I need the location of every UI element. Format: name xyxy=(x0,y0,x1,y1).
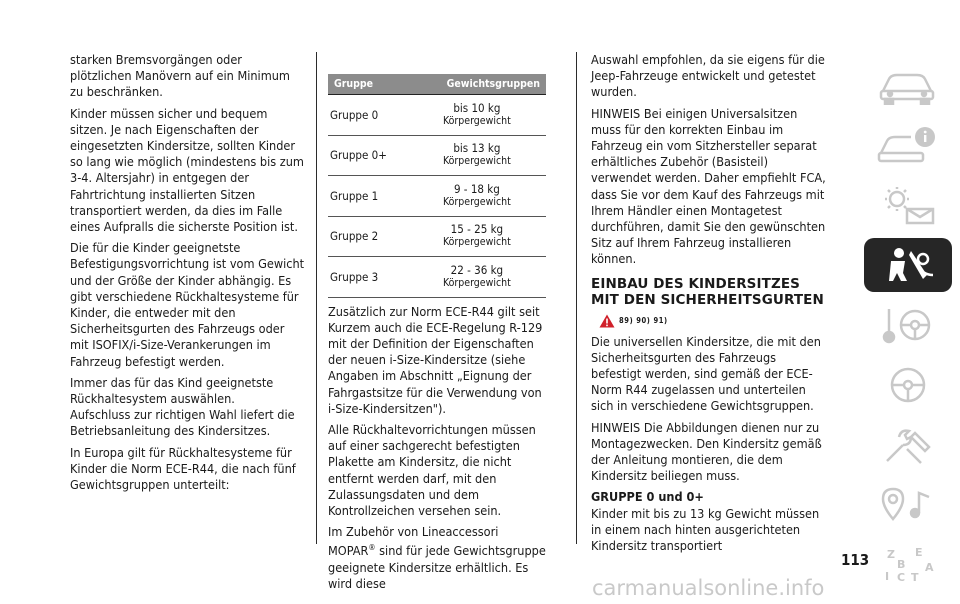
table-header-weight: Gewichtsgruppen xyxy=(408,74,546,95)
paragraph: starken Bremsvorgängen oder plötzlichen Manövern auf ein Minimum zu beschränken. xyxy=(70,52,290,100)
mopar-text: Im Zubehör von Lineaccessori MOPAR xyxy=(328,524,499,559)
car-info-icon xyxy=(877,125,939,165)
column-divider xyxy=(316,52,317,544)
column-3 xyxy=(591,52,827,559)
tab-steering-tools[interactable] xyxy=(864,298,952,352)
car-overview-icon xyxy=(877,65,939,105)
column-1 xyxy=(70,52,306,498)
table-row xyxy=(328,95,546,136)
svg-text:B: B xyxy=(897,558,906,571)
warning-triangle-icon xyxy=(599,314,615,328)
tab-service-tools[interactable] xyxy=(864,418,952,472)
chapter-sidebar xyxy=(864,58,952,598)
group-cell: Gruppe 0 xyxy=(328,95,408,136)
weight-cell xyxy=(408,176,546,217)
paragraph: Alle Rückhaltevorrichtungen müssen auf einer sachgerecht befestigten Plakette am Kindersitz, die nicht entfernt werden darf, mit den Zulassungsdaten und dem Kontrollzeichen versehen sein. xyxy=(328,421,536,518)
warning-refs: 89) 90) 91) xyxy=(619,315,668,325)
weight-cell xyxy=(408,135,546,176)
table-header-group: Gruppe xyxy=(328,74,408,95)
group-cell: Gruppe 2 xyxy=(328,216,408,257)
table-row xyxy=(328,135,546,176)
tab-warning-lights[interactable] xyxy=(864,178,952,232)
warning-reference xyxy=(591,310,827,332)
note-paragraph: HINWEIS Bei einigen Universalsitzen muss für den korrekten Einbau im Fahrzeug ein vom Sitzhersteller separat erhältliches Zubehör (Basisteil) verwendet werden. Daher empfiehlt FCA, dass Sie vor dem Kauf des Fahrzeugs mit Ihrem Händler einen Montagetest durchführen, damit Sie den gewünschten Sitz auf Ihrem Fahrzeug installieren können. xyxy=(591,105,826,267)
tab-steering-wheel[interactable] xyxy=(864,358,952,412)
table-row xyxy=(328,176,546,217)
weight-unit: Körpergewicht xyxy=(442,195,511,208)
section-title: EINBAU DES KINDERSITZES MIT DEN SICHERHEITSGURTEN xyxy=(591,275,824,308)
table-row xyxy=(328,257,546,298)
column-divider xyxy=(576,52,577,544)
paragraph: Aufschluss zur richtigen Wahl liefert die Betriebsanleitung des Kindersitzes. xyxy=(70,407,295,439)
weight-value: 9 - 18 kg xyxy=(453,181,500,196)
weight-unit: Körpergewicht xyxy=(442,114,511,127)
weight-unit: Körpergewicht xyxy=(442,276,511,289)
tab-car-info[interactable] xyxy=(864,118,952,172)
group-cell: Gruppe 3 xyxy=(328,257,408,298)
weight-cell xyxy=(408,257,546,298)
column-2 xyxy=(328,52,546,597)
note-paragraph: HINWEIS Die Abbildungen dienen nur zu Montagezwecken. Den Kindersitz gemäß der Anleitung montieren, die dem Kindersitz beiliegen muss. xyxy=(591,419,822,484)
watermark: carmanualsonline.info xyxy=(592,576,825,600)
weight-cell xyxy=(408,216,546,257)
paragraph: Die für die Kinder geeignetste Befestigungsvorrichtung ist vom Gewicht und der Größe der Kinder abhängig. Es gibt verschiedene Rückhaltesysteme für Kinder, die entweder mit den Sicherheitsgurten des Fahrzeugs oder mit ISOFIX/i-Size-Verankerungen im Fahrzeug befestigt werden. xyxy=(70,240,305,369)
subheading: GRUPPE 0 und 0+ xyxy=(591,489,704,505)
mopar-text-cont: sind für jede Gewichtsgruppe geeignete Kindersitze erhältlich. Es wird diese xyxy=(328,543,546,591)
weight-group-table xyxy=(328,74,546,298)
service-tools-icon xyxy=(877,425,939,465)
tab-multimedia-location[interactable] xyxy=(864,478,952,532)
registered-mark: ® xyxy=(368,543,376,553)
multimedia-location-icon xyxy=(877,485,939,525)
mopar-paragraph xyxy=(328,524,546,592)
weight-value: bis 10 kg xyxy=(453,100,501,115)
svg-text:E: E xyxy=(915,546,923,559)
weight-unit: Körpergewicht xyxy=(442,155,511,168)
alphabetical-index-icon xyxy=(877,545,939,585)
warning-lights-icon xyxy=(877,185,939,225)
weight-value: 22 - 36 kg xyxy=(450,262,504,277)
paragraph: Kinder müssen sicher und bequem sitzen. Je nach Eigenschaften der eingesetzten Kindersitze, sollten Kinder so lang wie möglich (mindestens bis zum 3-4. Altersjahr) in entgegen der Fahrtrichtung installierten Sitzen transportiert werden, da dies im Falle eines Aufpralls die sicherste Position ist. xyxy=(70,105,304,235)
weight-unit: Körpergewicht xyxy=(442,236,511,249)
tab-child-safety[interactable] xyxy=(864,238,952,292)
weight-value: 15 - 25 kg xyxy=(450,222,504,237)
svg-text:A: A xyxy=(925,561,934,574)
svg-text:C: C xyxy=(897,571,906,584)
svg-text:I: I xyxy=(885,570,890,583)
weight-cell xyxy=(408,95,546,136)
paragraph: Kinder mit bis zu 13 kg Gewicht müssen in einem nach hinten ausgerichteten Kindersitz transportiert xyxy=(591,505,820,554)
svg-text:T: T xyxy=(911,571,919,584)
paragraph: Auswahl empfohlen, da sie eigens für die Jeep-Fahrzeuge entwickelt und getestet wurden. xyxy=(591,52,825,100)
paragraph: Immer das für das Kind geeignetste Rückhaltesystem auswählen. xyxy=(70,374,274,407)
child-safety-icon xyxy=(877,245,939,285)
svg-text:Z: Z xyxy=(887,548,895,561)
tab-car-overview[interactable] xyxy=(864,58,952,112)
weight-value: bis 13 kg xyxy=(453,141,501,156)
group-cell: Gruppe 0+ xyxy=(328,135,408,176)
paragraph: Zusätzlich zur Norm ECE-R44 gilt seit Kurzem auch die ECE-Regelung R-129 mit der Definition der Eigenschaften der neuen i-Size-Kindersitze (siehe Angaben im Abschnitt „Eignung der Fahrgastsitze für die Verwendung von i-Size-Kindersitzen"). xyxy=(328,303,543,416)
page-number: 113 xyxy=(841,551,870,569)
paragraph: In Europa gilt für Rückhaltesysteme für Kinder die Norm ECE-R44, die nach fünf Gewichtsgruppen unterteilt: xyxy=(70,444,296,493)
steering-tools-icon xyxy=(877,305,939,345)
paragraph: Die universellen Kindersitze, die mit den Sicherheitsgurten des Fahrzeugs befestigt werden, sind gemäß der ECE-Norm R44 zugelassen und unterteilen sich in verschiedene Gewichtsgruppen. xyxy=(591,333,821,414)
group-cell: Gruppe 1 xyxy=(328,176,408,217)
table-row xyxy=(328,216,546,257)
steering-wheel-icon xyxy=(877,365,939,405)
tab-alphabetical-index[interactable] xyxy=(864,538,952,592)
